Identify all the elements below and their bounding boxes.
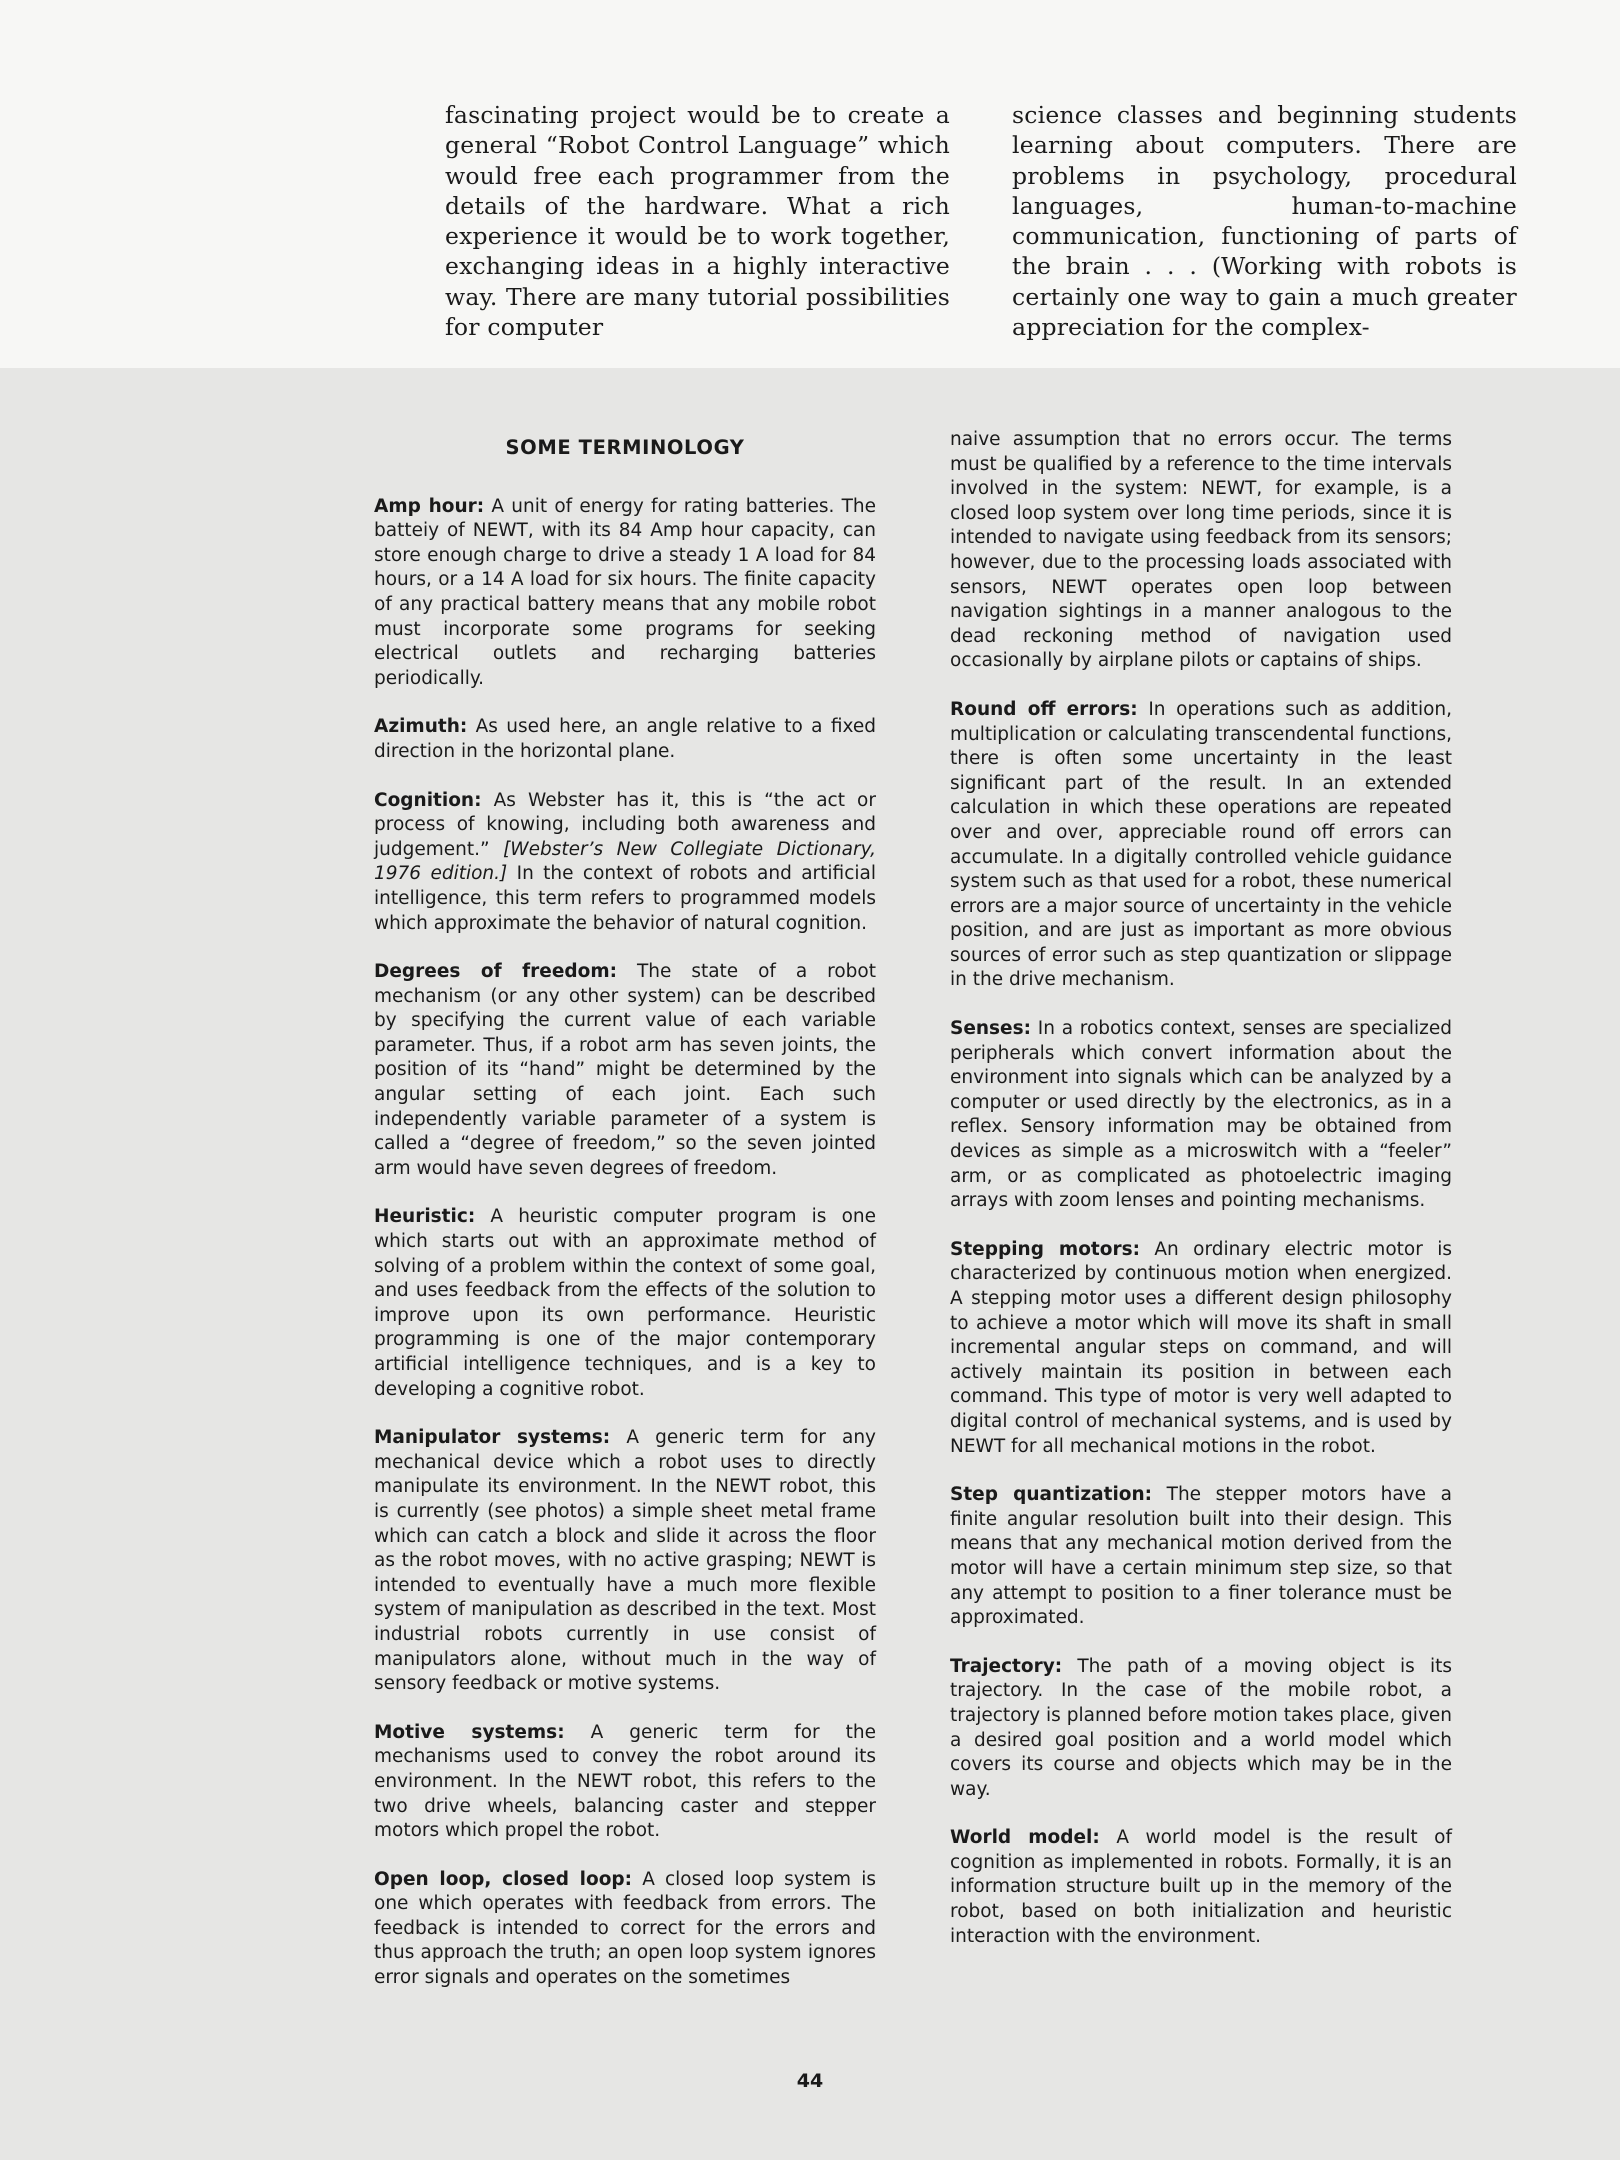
glossary-entry-continued: naive assumption that no errors occur. The terms must be qualified by a reference to the time intervals involved in the system: NEWT, for example, is a closed loop system over long time periods, since it is intended to navigate using feedback from its sensors; however, due to the processing loads associated with sensors, NEWT operates open loop between navigation sightings in a manner analogous to the dead reckoning method of navigation used occasionally by airplane pilots or captains of ships. [950, 429, 1452, 672]
glossary-entry [374, 495, 876, 692]
glossary-entry [374, 1868, 876, 1991]
glossary-definition: A heuristic computer program is one which starts out with an approximate method of solving of a problem within the context of some goal, and uses feedback from the effects of the solution to improve upon its own performance. Heuristic programming is one of the major contemporary artificial intelligence techniques, and is a key to developing a cognitive robot. [374, 1206, 876, 1400]
glossary-definition: A generic term for the mechanisms used to convey the robot around its environment. In the NEWT robot, this refers to the two drive wheels, balancing caster and stepper motors which propel the robot. [374, 1721, 876, 1842]
glossary-definition: A unit of energy for rating batteries. The batteiy of NEWT, with its 84 Amp hour capacity, can store enough charge to drive a steady 1 A load for 84 hours, or a 14 A load for six hours. The finite capacity of any practical battery means that any mobile robot must incorporate some programs for seeking electrical outlets and recharging batteries periodically. [374, 495, 876, 689]
glossary-term: Manipulator systems: [374, 1427, 611, 1449]
glossary-term: Cognition: [374, 789, 482, 811]
glossary-term: Motive systems: [374, 1721, 565, 1743]
glossary-entry [950, 1017, 1452, 1214]
glossary-definition: In a robotics context, senses are specialized peripherals which convert information about the environment into signals which can be analyzed by a computer or used directly by the electronics, as in a reflex. Sensory information may be obtained from devices as simple as a microswitch with a “feeler” arm, or as complicated as photoelectric imaging arrays with zoom lenses and pointing mechanisms. [950, 1018, 1452, 1212]
glossary-term: Heuristic: [374, 1206, 476, 1228]
terminology-box [0, 368, 1620, 2160]
glossary-definition: In operations such as addition, multiplication or calculating transcendental functions, there is often some uncertainty in the least significant part of the result. In an extended calculation in which these operations are repeated over and over, appreciable round off errors can accumulate. In a digitally controlled vehicle guidance system such as that used for a robot, these numerical errors are a major source of uncertainty in the vehicle position, and are just as important as more obvious sources of error such as step quantization or slippage in the drive mechanism. [950, 698, 1453, 991]
glossary-definition: A generic term for any mechanical device which a robot uses to directly manipulate its environment. In the NEWT robot, this is currently (see photos) a simple sheet metal frame which can catch a block and slide it across the floor as the robot moves, with no active grasping; NEWT is intended to eventually have a much more flexible system of manipulation as described in the text. Most industrial robots currently in use consist of manipulators alone, without much in the way of sensory feedback or motive systems. [374, 1427, 877, 1695]
terminology-heading: SOME TERMINOLOGY [505, 436, 745, 459]
terminology-right-column [950, 428, 1452, 1973]
glossary-term: Azimuth: [374, 716, 468, 738]
intro-right-column [1012, 100, 1517, 342]
glossary-entry [374, 1426, 876, 1697]
glossary-entry [950, 698, 1452, 993]
glossary-term: Step quantization: [950, 1484, 1153, 1506]
glossary-entry [374, 1205, 876, 1402]
glossary-citation: [Webster’s New Collegiate Dictionary, 1976 edition.] [374, 838, 876, 885]
glossary-definition: The stepper motors have a finite angular resolution built into their design. This means that any mechanical motion derived from the motor will have a certain minimum step size, so that any attempt to position to a finer tolerance must be approximated. [950, 1484, 1452, 1629]
glossary-entry [950, 1826, 1452, 1949]
glossary-term: Round off errors: [950, 698, 1138, 720]
glossary-term: Amp hour: [374, 495, 485, 517]
glossary-entry [374, 715, 876, 764]
glossary-term: Stepping motors: [950, 1238, 1140, 1260]
glossary-entry [950, 1483, 1452, 1631]
glossary-definition: As used here, an angle relative to a fixed direction in the horizontal plane. [374, 716, 876, 762]
glossary-definition: The path of a moving object is its trajectory. In the case of the mobile robot, a trajectory is planned before motion takes place, given a desired goal position and a world model which covers its course and objects which may be in the way. [950, 1655, 1452, 1800]
glossary-definition: As Webster has it, this is “the act or process of knowing, including both awareness and judgement.” [374, 789, 876, 860]
glossary-definition-continued: In the context of robots and artificial intelligence, this term refers to programmed models which approximate the behavior of natural cognition. [374, 863, 876, 934]
glossary-entry [374, 789, 876, 937]
glossary-term: Open loop, closed loop: [374, 1868, 633, 1890]
intro-left-column [445, 100, 950, 342]
glossary-term: World model: [950, 1827, 1100, 1849]
intro-right-text: science classes and beginning students learning about computers. There are problems in psychology, procedural languages, human-to-machine communication, functioning of parts of the brain . . . (Working with robots is certainly one way to gain a much greater appreciation for the complex- [1012, 101, 1517, 342]
glossary-term: Trajectory: [950, 1655, 1063, 1677]
glossary-term: Degrees of freedom: [374, 961, 618, 983]
glossary-entry [374, 1721, 876, 1844]
intro-section [0, 0, 1620, 368]
page-number: 44 [796, 2070, 824, 2092]
glossary-entry [374, 960, 876, 1181]
glossary-entry [950, 1238, 1452, 1459]
terminology-left-column [374, 436, 876, 2015]
glossary-definition: The state of a robot mechanism (or any other system) can be described by specifying the current value of each variable parameter. Thus, if a robot arm has seven joints, the position of its “hand” might be determined by the angular setting of each joint. Each such independently variable parameter of a system is called a “degree of freedom,” so the seven jointed arm would have seven degrees of freedom. [374, 961, 876, 1179]
glossary-entry [950, 1655, 1452, 1803]
intro-left-text: fascinating project would be to create a general “Robot Control Language” which would free each programmer from the details of the hardware. What a rich experience it would be to work together, exchanging ideas in a highly interactive way. There are many tutorial possibilities for computer [445, 101, 950, 342]
glossary-definition: An ordinary electric motor is characterized by continuous motion when energized. A stepping motor uses a different design philosophy to achieve a motor which will move its shaft in small incremental angular steps on command, and will actively maintain its position in between each command. This type of motor is very well adapted to digital control of mechanical systems, and is used by NEWT for all mechanical motions in the robot. [950, 1238, 1452, 1457]
glossary-definition: A world model is the result of cognition as implemented in robots. Formally, it is an information structure built up in the memory of the robot, based on both initialization and heuristic interaction with the environment. [950, 1827, 1452, 1947]
glossary-term: Senses: [950, 1018, 1032, 1040]
glossary-definition: A closed loop system is one which operates with feedback from errors. The feedback is intended to correct for the errors and thus approach the truth; an open loop system ignores error signals and operates on the sometimes [374, 1868, 876, 1989]
